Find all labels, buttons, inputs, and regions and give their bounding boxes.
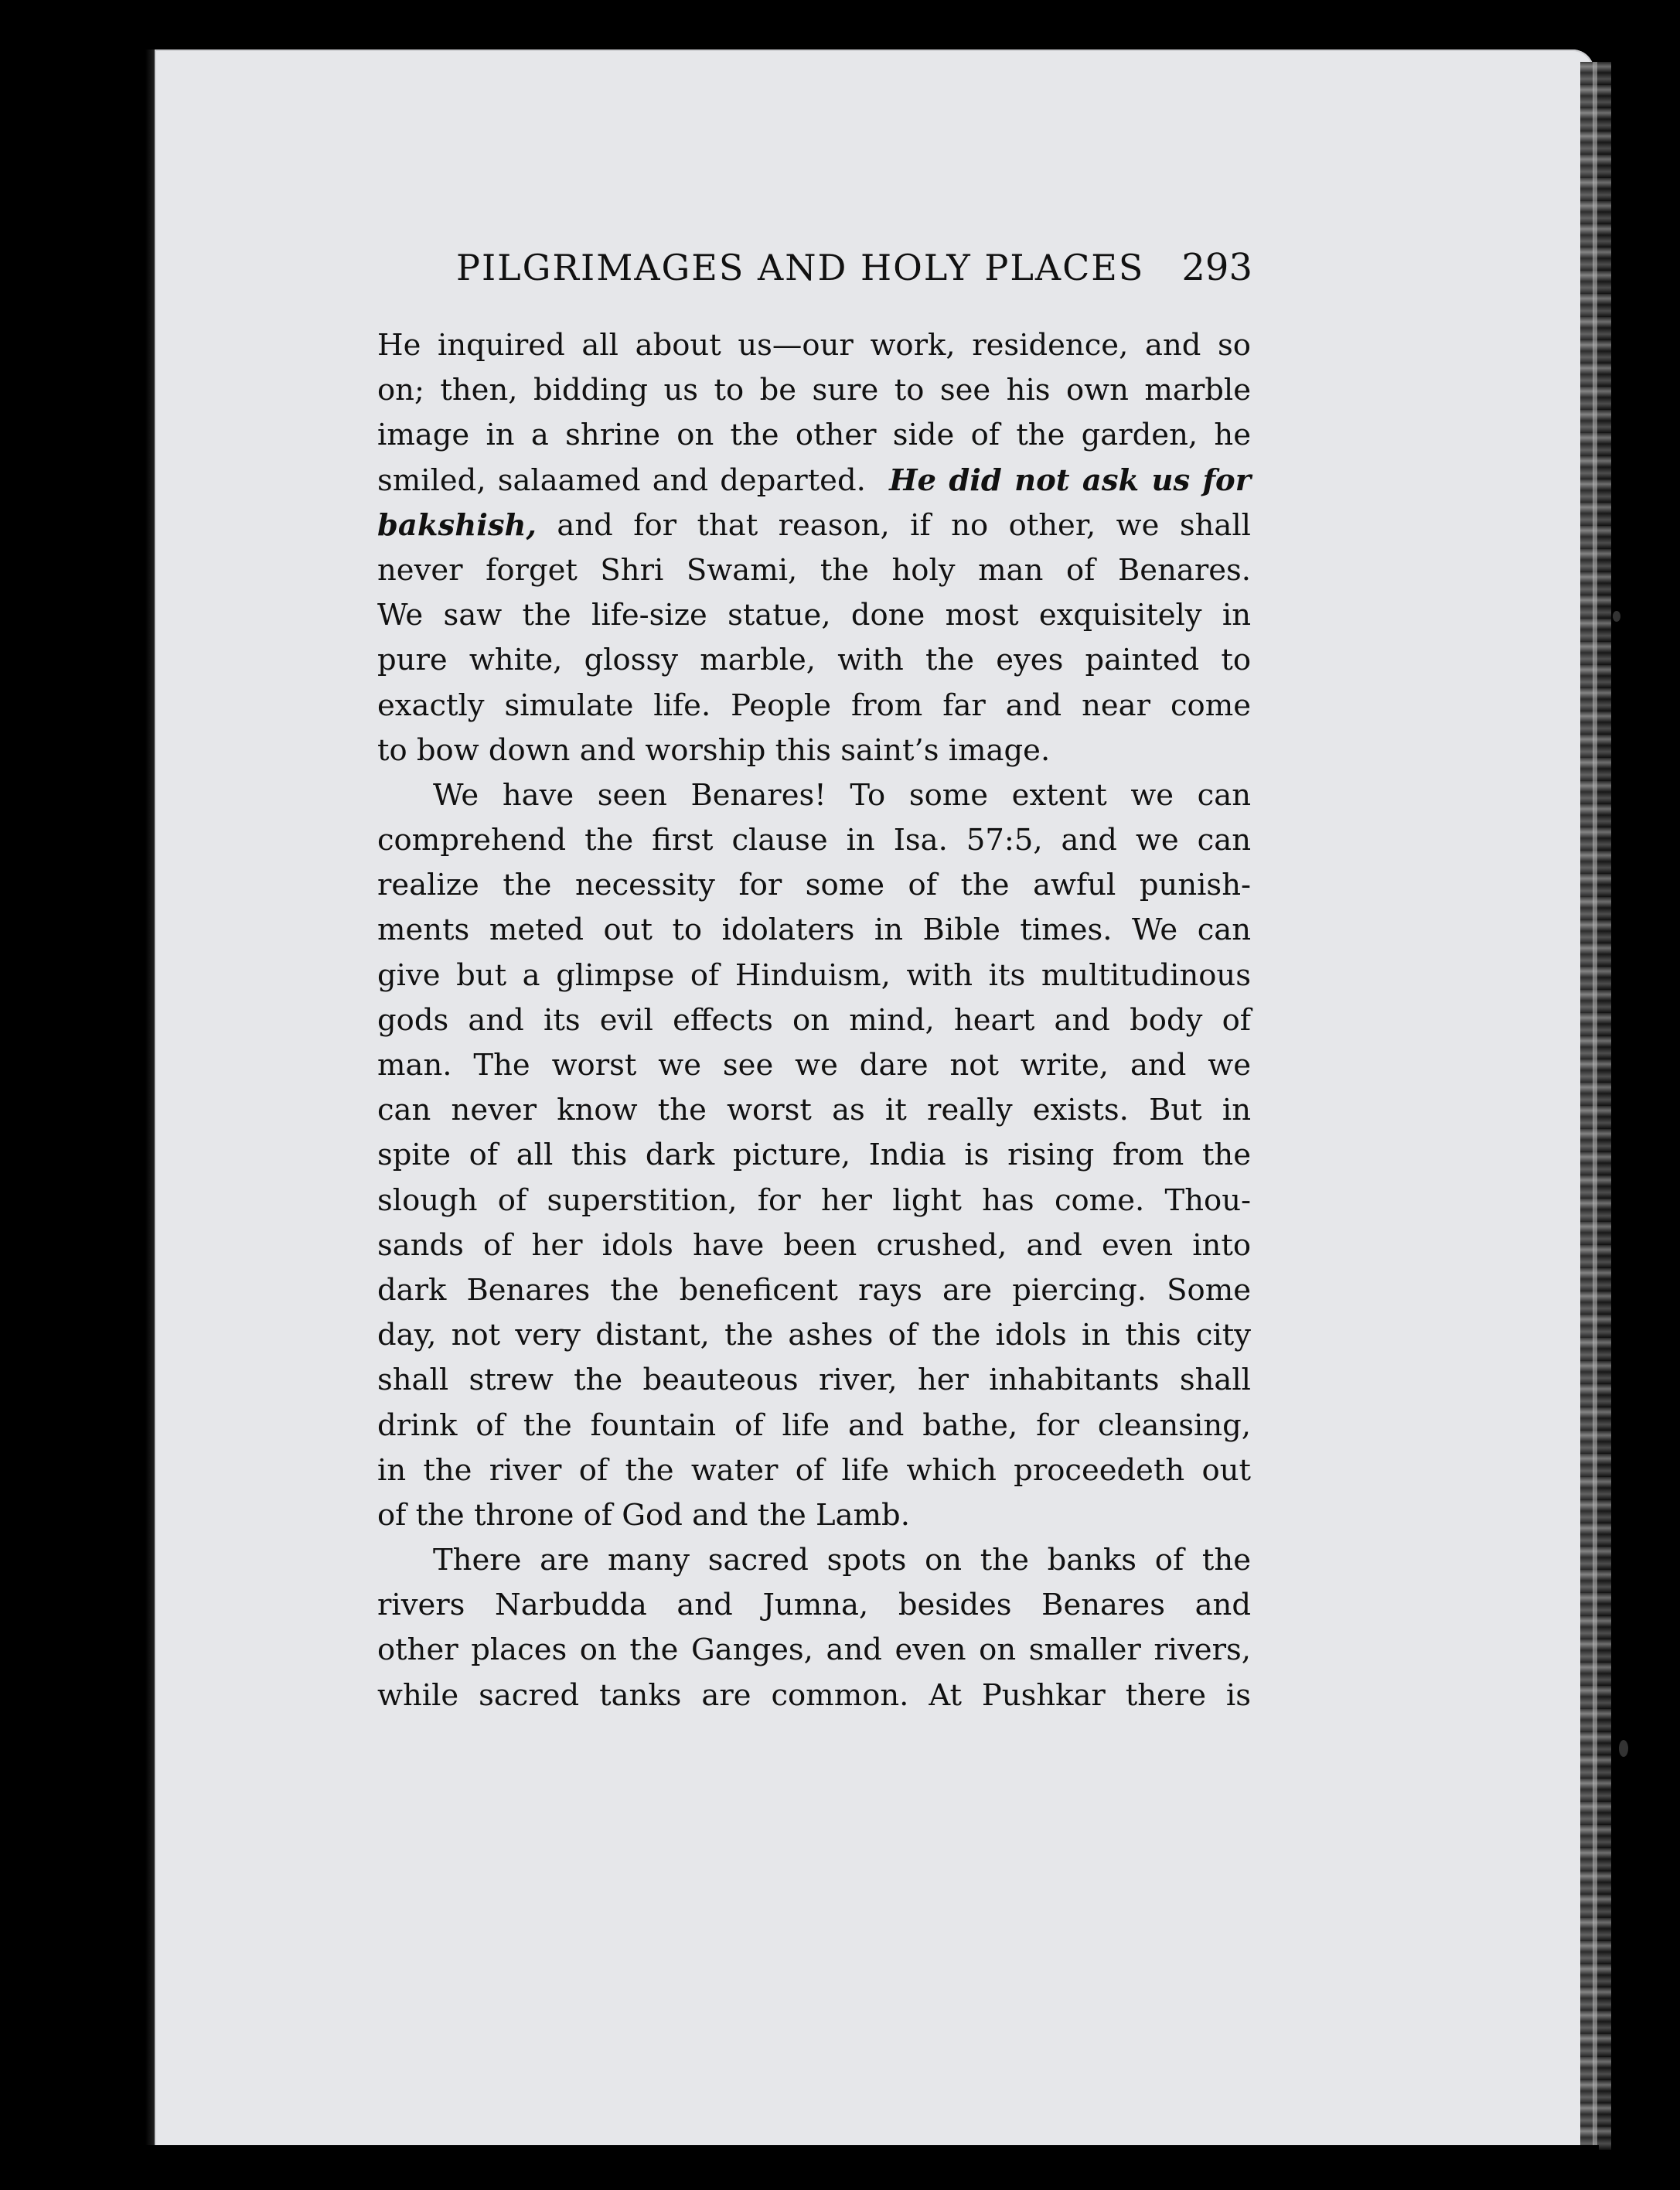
italic-run: bakshish, [377,507,537,543]
text-line: exactly simulate life. People from far and near come [377,687,1251,723]
text-line: while sacred tanks are common. At Pushkar there is [377,1677,1251,1713]
text-line: of the throne of God and the Lamb. [377,1497,910,1533]
text-run: smiled, salaamed and departed. [377,462,866,498]
text-line: in the river of the water of life which proceedeth out [377,1452,1251,1488]
ink-speck [1619,1740,1628,1757]
text-line: sands of her idols have been crushed, and even into [377,1227,1251,1263]
italic-run: He did not ask us for [889,462,1252,498]
text-line: other places on the Ganges, and even on smaller rivers, [377,1632,1251,1668]
text-line: spite of all this dark picture, India is rising from the [377,1138,1251,1173]
text-line: never forget Shri Swami, the holy man of Benares. [377,552,1251,588]
text-line: give but a glimpse of Hinduism, with its multitudinous [377,957,1251,993]
text-line: drink of the fountain of life and bathe, for cleansing, [377,1407,1251,1443]
running-title: PILGRIMAGES AND HOLY PLACES [456,247,1145,288]
text-line: realize the necessity for some of the awful punish- [377,868,1251,903]
text-line: We have seen Benares! To some extent we can [433,777,1251,813]
paragraph [377,773,1251,1538]
body-text [377,323,1251,1718]
text-line: on; then, bidding us to be sure to see his own marble [377,373,1251,408]
paragraph [377,323,1251,773]
text-line: ments meted out to idolaters in Bible times. We can [377,913,1251,948]
text-line: image in a shrine on the other side of the garden, he [377,418,1251,453]
text-line: slough of superstition, for her light has come. Thou- [377,1182,1251,1218]
text-line: to bow down and worship this saint’s image. [377,732,1051,768]
ink-speck [1613,611,1620,622]
text-line: pure white, glossy marble, with the eyes painted to [377,643,1251,678]
text-line: shall strew the beauteous river, her inhabitants shall [377,1363,1251,1398]
text-line-mixed [377,459,1251,503]
text-line-mixed [377,503,1251,548]
text-line: man. The worst we see we dare not write, and we [377,1048,1251,1083]
text-line: There are many sacred spots on the banks of the [433,1543,1251,1578]
text-line: day, not very distant, the ashes of the idols in this city [377,1318,1251,1353]
page-bottom-edge [145,2145,1599,2153]
text-line: can never know the worst as it really exists. But in [377,1093,1251,1128]
text-line: gods and its evil effects on mind, heart and body of [377,1002,1251,1038]
text-line: He inquired all about us—our work, residence, and so [377,328,1251,363]
page-number: 293 [1181,246,1252,289]
paragraph [377,1538,1251,1718]
text-line: dark Benares the beneficent rays are piercing. Some [377,1272,1251,1308]
running-header [456,246,1252,289]
text-run: and for that reason, if no other, we shall [557,507,1251,543]
text-line: rivers Narbudda and Jumna, besides Benares and [377,1588,1251,1623]
text-line: We saw the life-size statue, done most exquisitely in [377,598,1251,633]
text-line: comprehend the first clause in Isa. 57:5, and we can [377,823,1251,858]
page-stack-highlight [1593,62,1597,2150]
